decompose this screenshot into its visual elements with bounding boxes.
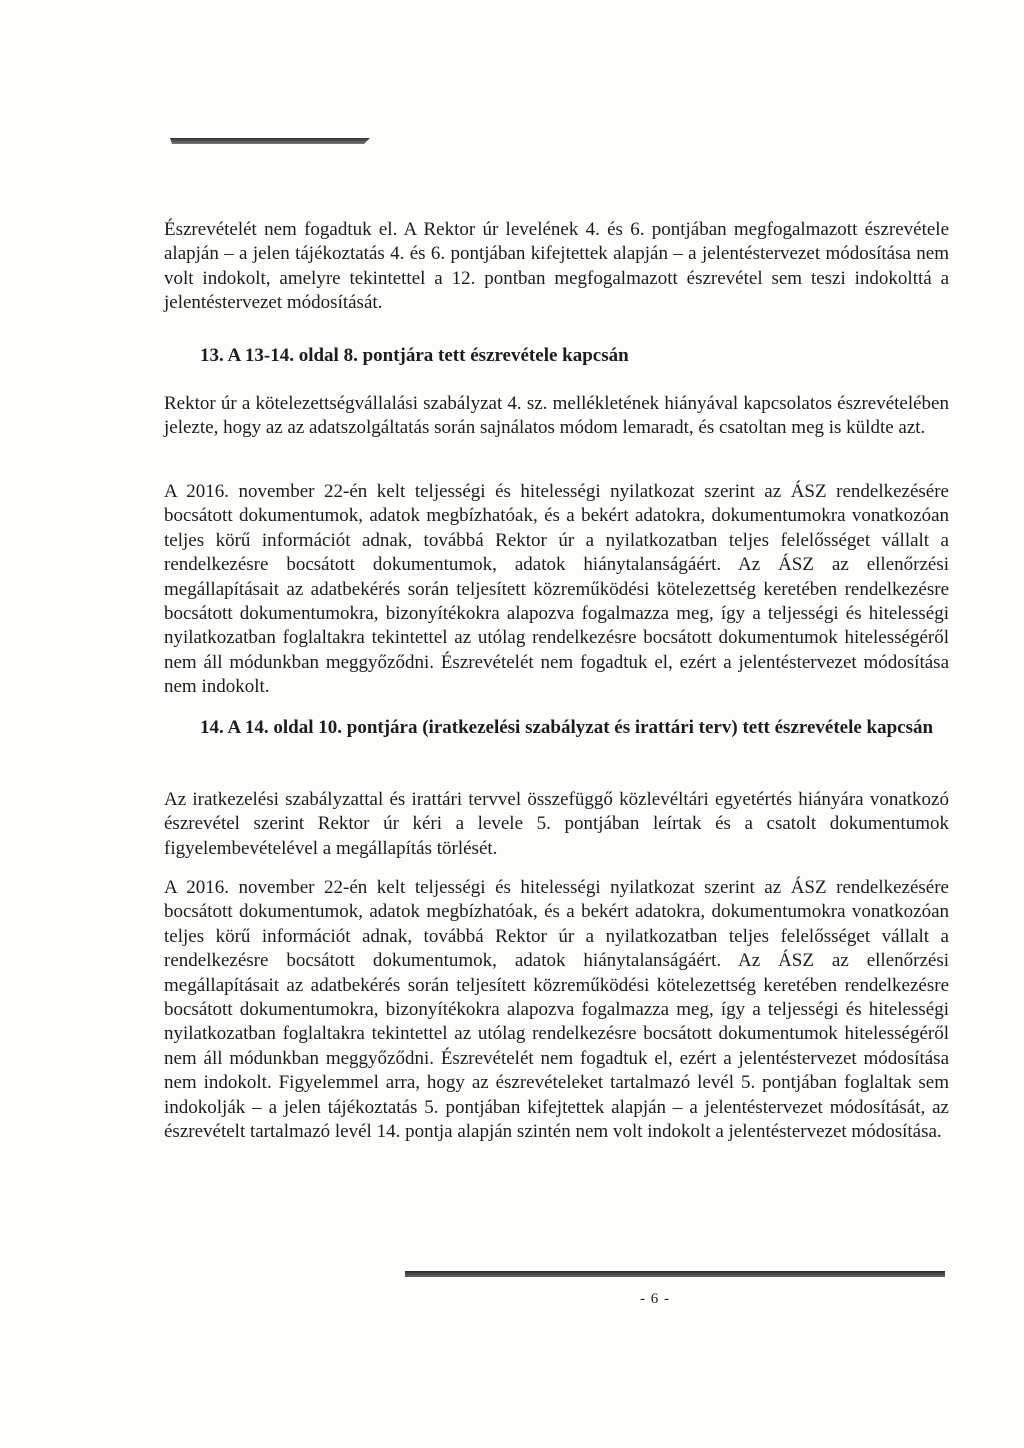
paragraph: Rektor úr a kötelezettségvállalási szabályzat 4. sz. mellékletének hiányával kapcsolatos észrevételében jelezte, hogy az az adatszolgáltatás során sajnálatos módom lemaradt, és csatoltan meg is küldte azt. xyxy=(164,393,949,439)
paragraph: Az iratkezelési szabályzattal és irattári tervvel összefüggő közlevéltári egyetértés hiányára vonatkozó észrevétel szerint Rektor úr kéri a levele 5. pontjában leírtak és a csatolt dokumentumok figyelembevételével a megállapítás törlését. xyxy=(164,789,949,859)
section-heading-13: 13. A 13-14. oldal 8. pontjára tett észrevétele kapcsán xyxy=(200,345,629,366)
paragraph: Észrevételét nem fogadtuk el. A Rektor úr levelének 4. és 6. pontjában megfogalmazott észrevétele alapján – a jelen tájékoztatás 4. és 6. pontjában kifejtettek alapján – a jelentéstervezet módosítása nem volt indokolt, amelyre tekintettel a 12. pontban megfogalmazott észrevétel sem teszi indokolttá a jelentéstervezet módosítását. xyxy=(164,219,949,314)
section-heading-14: 14. A 14. oldal 10. pontjára (iratkezelési szabályzat és irattári terv) tett észrevétele kapcsán xyxy=(200,717,934,738)
paragraph: A 2016. november 22-én kelt teljességi és hitelességi nyilatkozat szerint az ÁSZ rendelkezésére bocsátott dokumentumok, adatok megbízhatóak, és a bekért adatokra, dokumentumokra vonatkozóan teljes körű információt adnak, továbbá Rektor úr a nyilatkozatban teljes felelősséget vállalt a rendelkezésre bocsátott dokumentumok, adatok hiánytalanságáért. Az ÁSZ az ellenőrzési megállapításait az adatbekérés során teljesített közreműködési kötelezettség keretében rendelkezésre bocsátott dokumentumokra, bizonyítékokra alapozva fogalmazza meg, így a teljességi és hitelességi nyilatkozatban foglaltakra tekintettel az utólag rendelkezésre bocsátott dokumentumok hitelességéről nem áll módunkban meggyőződni. Észrevételét nem fogadtuk el, ezért a jelentéstervezet módosítása nem indokolt. xyxy=(164,481,949,698)
header-rule xyxy=(170,138,370,144)
paragraph: A 2016. november 22-én kelt teljességi és hitelességi nyilatkozat szerint az ÁSZ rendelkezésére bocsátott dokumentumok, adatok megbízhatóak, és a bekért adatokra, dokumentumokra vonatkozóan teljes körű információt adnak, továbbá Rektor úr a nyilatkozatban teljes felelősséget vállalt a rendelkezésre bocsátott dokumentumok, adatok hiánytalanságáért. Az ÁSZ az ellenőrzési megállapításait az adatbekérés során teljesített közreműködési kötelezettség keretében rendelkezésre bocsátott dokumentumokra, bizonyítékokra alapozva fogalmazza meg, így a teljességi és hitelességi nyilatkozatban foglaltakra tekintettel az utólag rendelkezésre bocsátott dokumentumok hitelességéről nem áll módunkban meggyőződni. Észrevételét nem fogadtuk el, ezért a jelentéstervezet módosítása nem indokolt. Figyelemmel arra, hogy az észrevételeket tartalmazó levél 5. pontjában foglaltak sem indokolják – a jelen tájékoztatás 5. pontjában kifejtettek alapján – a jelentéstervezet módosítását, az észrevételt tartalmazó levél 14. pontja alapján szintén nem volt indokolt a jelentéstervezet módosítása. xyxy=(164,877,949,1143)
footer-rule xyxy=(405,1271,945,1277)
page-number: - 6 - xyxy=(640,1291,670,1307)
document-body xyxy=(164,218,949,1143)
